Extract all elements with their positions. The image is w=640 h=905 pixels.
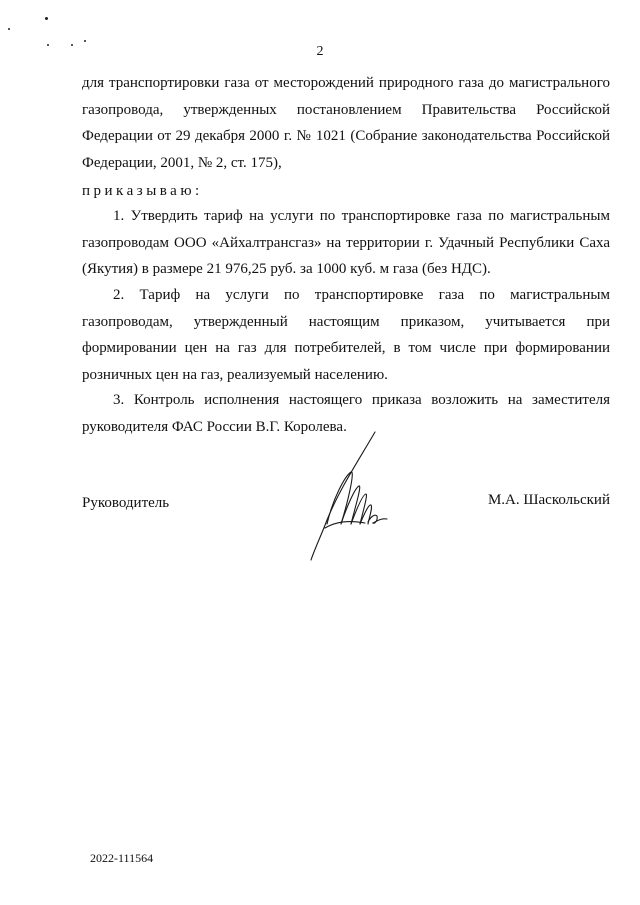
page-number: 2	[316, 44, 324, 59]
item-1-paragraph: 1. Утвердить тариф на услуги по транспортировке газа по магистральным газопроводам ООО «Айхалтрансгаз» на территории г. Удачный Республики Саха (Якутия) в размере 21 976,25 руб. за 1000 куб. м газа (без НДС).	[82, 208, 610, 277]
preamble-paragraph: для транспортировки газа от месторождений природного газа до магистрального газопровода, утвержденных постановлением Правительства Российской Федерации от 29 декабря 2000 г. № 1021 (Собрание законодательства Российской Федерации, 2001, № 2, ст. 175),	[82, 75, 610, 171]
position-title: Руководитель	[82, 495, 170, 511]
signatory-name: М.А. Шаскольский	[487, 492, 610, 508]
order-word: приказываю:	[82, 183, 203, 199]
document-registration-number: 2022-111564	[90, 851, 154, 865]
handwritten-signature	[305, 428, 395, 568]
item-3-paragraph: 3. Контроль исполнения настоящего приказа возложить на заместителя руководителя ФАС России В.Г. Королева.	[82, 392, 610, 435]
item-2-paragraph: 2. Тариф на услуги по транспортировке газа по магистральным газопроводам, утвержденный настоящим приказом, учитывается при формировании цен на газ для потребителей, в том числе при формировании розничных цен на газ, реализуемый населению.	[82, 287, 610, 383]
